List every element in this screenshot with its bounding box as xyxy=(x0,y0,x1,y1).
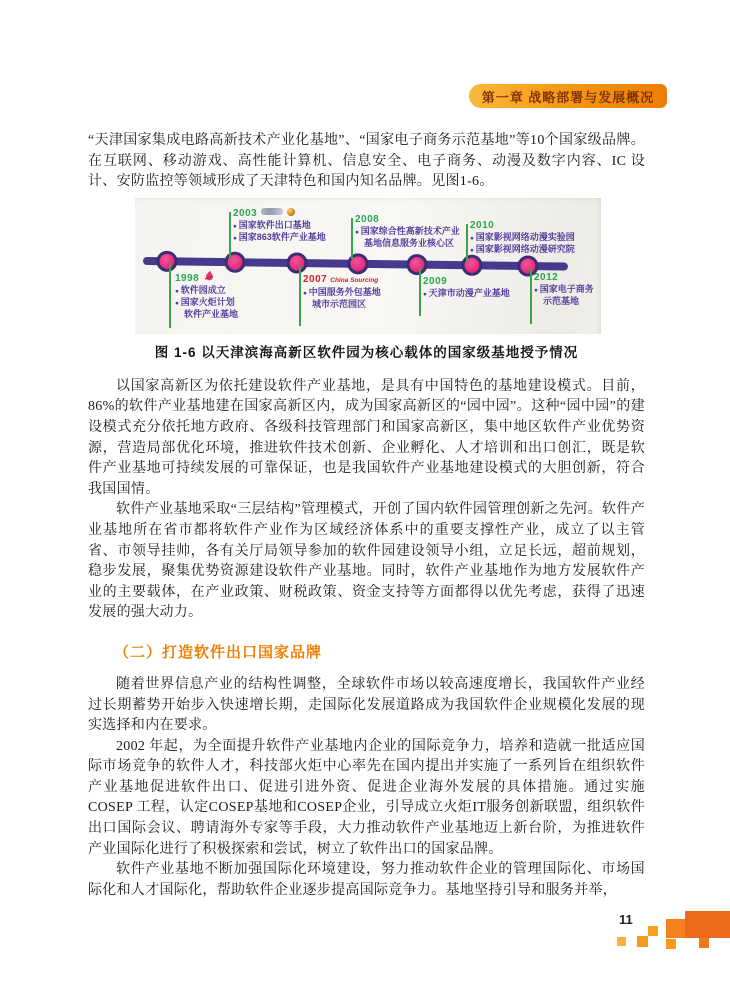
body-paragraph: 随着世界信息产业的结构性调整，全球软件市场以较高速度增长，我国软件产业经过长期蓄势开始步入快速增长期，走国际化发展道路成为我国软件企业规模化发展的现实选择和内在要求。 xyxy=(88,676,645,734)
connector-2010 xyxy=(466,224,468,262)
connector-2007 xyxy=(299,266,301,326)
page-content xyxy=(88,131,645,901)
body-paragraph: 2002 年起，为全面提升软件产业基地内企业的国际竞争力，培养和造就一批适应国际市场竞争的软件人才，科技部火炬中心率先在国内提出并实施了一系列旨在组织软件产业基地促进软件出口、促进引进外资、促进企业海外发展的具体措施。通过实施COSEP 工程，认定COSEP基地和COSEP企业，引导成立火炬IT服务创新联盟，组织软件出口国际会议、聘请海外专家等手段，大力推动软件产业基地迈上新台阶，为推进软件产业国际化进行了积极探索和尝试，树立了软件出口的国家品牌。 xyxy=(88,738,645,857)
event-item: ● 国家软件出口基地 xyxy=(233,220,345,232)
timeline-event-2010 xyxy=(470,218,584,256)
event-item: ● 国家电子商务示范基地 xyxy=(534,284,598,307)
event-item: ● 天津市动漫产业基地 xyxy=(423,288,518,300)
event-item: ● 国家863软件产业基地 xyxy=(233,232,345,244)
event-year: 2012 xyxy=(534,271,559,283)
timeline-event-2008 xyxy=(355,212,463,249)
event-item: ● 中国服务外包基地城市示范园区 xyxy=(303,287,385,310)
connector-2012 xyxy=(530,268,532,324)
timeline-event-2003 xyxy=(233,206,345,244)
body-paragraph: 软件产业基地不断加强国际化环境建设，努力推动软件企业的管理国际化、市场国际化和人才国际化，帮助软件企业逐步提高国际竞争力。基地坚持引导和服务并举， xyxy=(88,862,645,898)
chapter-title: 第一章 战略部署与发展概况 xyxy=(481,89,655,105)
timeline-node-2007 xyxy=(286,252,307,273)
page-number: 11 xyxy=(619,912,633,927)
logo-icon xyxy=(261,208,283,215)
body-paragraph: 软件产业基地采取“三层结构”管理模式，开创了国内软件园管理创新之先河。软件产业基地所在省市都将软件产业作为区域经济体系中的重要支撑性产业，成立了以主管省、市领导挂帅，各有关厅局领导参加的软件园建设领导小组，立足长远，超前规划，稳步发展，聚集优势资源建设软件产业基地。同时，软件产业基地作为地方发展软件产业的主要载体，在产业政策、财税政策、资金支持等方面都得以优先考虑，获得了迅速发展的强大动力。 xyxy=(88,502,645,621)
event-item: ● 国家影视网络动漫实验园 xyxy=(470,232,584,244)
event-item: ● 软件园成立 xyxy=(175,285,239,297)
timeline-figure xyxy=(135,198,601,334)
connector-2008 xyxy=(351,218,353,259)
body-paragraph: “天津国家集成电路高新技术产业化基地”、“国家电子商务示范基地”等10个国家级品牌。在互联网、移动游戏、高性能计算机、信息安全、电子商务、动漫及数字内容、IC 设计、安防监控等领域形成了天津特色和国内知名品牌。见图1-6。 xyxy=(88,133,645,190)
timeline-node-1998 xyxy=(156,250,177,271)
timeline-axis xyxy=(143,257,568,271)
timeline-event-2009 xyxy=(423,274,518,300)
torch-icon xyxy=(203,270,215,283)
section-heading: （二）打造软件出口国家品牌 xyxy=(114,643,323,661)
timeline-node-2010 xyxy=(461,254,482,275)
figure-caption: 图 1-6 以天津滨海高新区软件园为核心载体的国家级基地授予情况 xyxy=(154,344,579,360)
globe-logo-icon xyxy=(287,208,295,216)
timeline-event-2007 xyxy=(303,272,385,310)
event-year: 2009 xyxy=(423,275,448,287)
china-sourcing-logo: China Sourcing xyxy=(330,276,379,284)
event-year: 2007 xyxy=(303,273,328,285)
timeline-event-1998 xyxy=(175,270,239,320)
event-year: 2008 xyxy=(355,213,380,225)
event-year: 2003 xyxy=(233,207,258,219)
connector-2003 xyxy=(229,212,231,258)
connector-1998 xyxy=(169,264,171,328)
event-item: ● 国家火炬计划软件产业基地 xyxy=(175,297,239,320)
body-paragraph: 以国家高新区为依托建设软件产业基地，是具有中国特色的基地建设模式。目前，86%的软件产业基地建在国家高新区内，成为国家高新区的“园中园”。这种“园中园”的建设模式充分依托地方政府、各级科技管理部门和国家高新区，集中地区软件产业优势资源，营造局部优化环境，推进软件技术创新、企业孵化、人才培训和出口创汇，既是软件产业基地可持续发展的可靠保证，也是我国软件产业基地建设模式的大胆创新，符合我国国情。 xyxy=(88,378,645,497)
timeline-event-2012 xyxy=(534,270,598,307)
chapter-header-banner xyxy=(469,84,667,108)
event-item: ● 国家综合性高新技术产业基地信息服务业核心区 xyxy=(355,226,463,249)
event-item: ● 国家影视网络动漫研究院 xyxy=(470,244,584,256)
connector-2009 xyxy=(419,268,421,316)
event-year: 1998 xyxy=(175,272,200,284)
event-year: 2010 xyxy=(470,219,495,231)
timeline-node-2009 xyxy=(406,254,427,275)
